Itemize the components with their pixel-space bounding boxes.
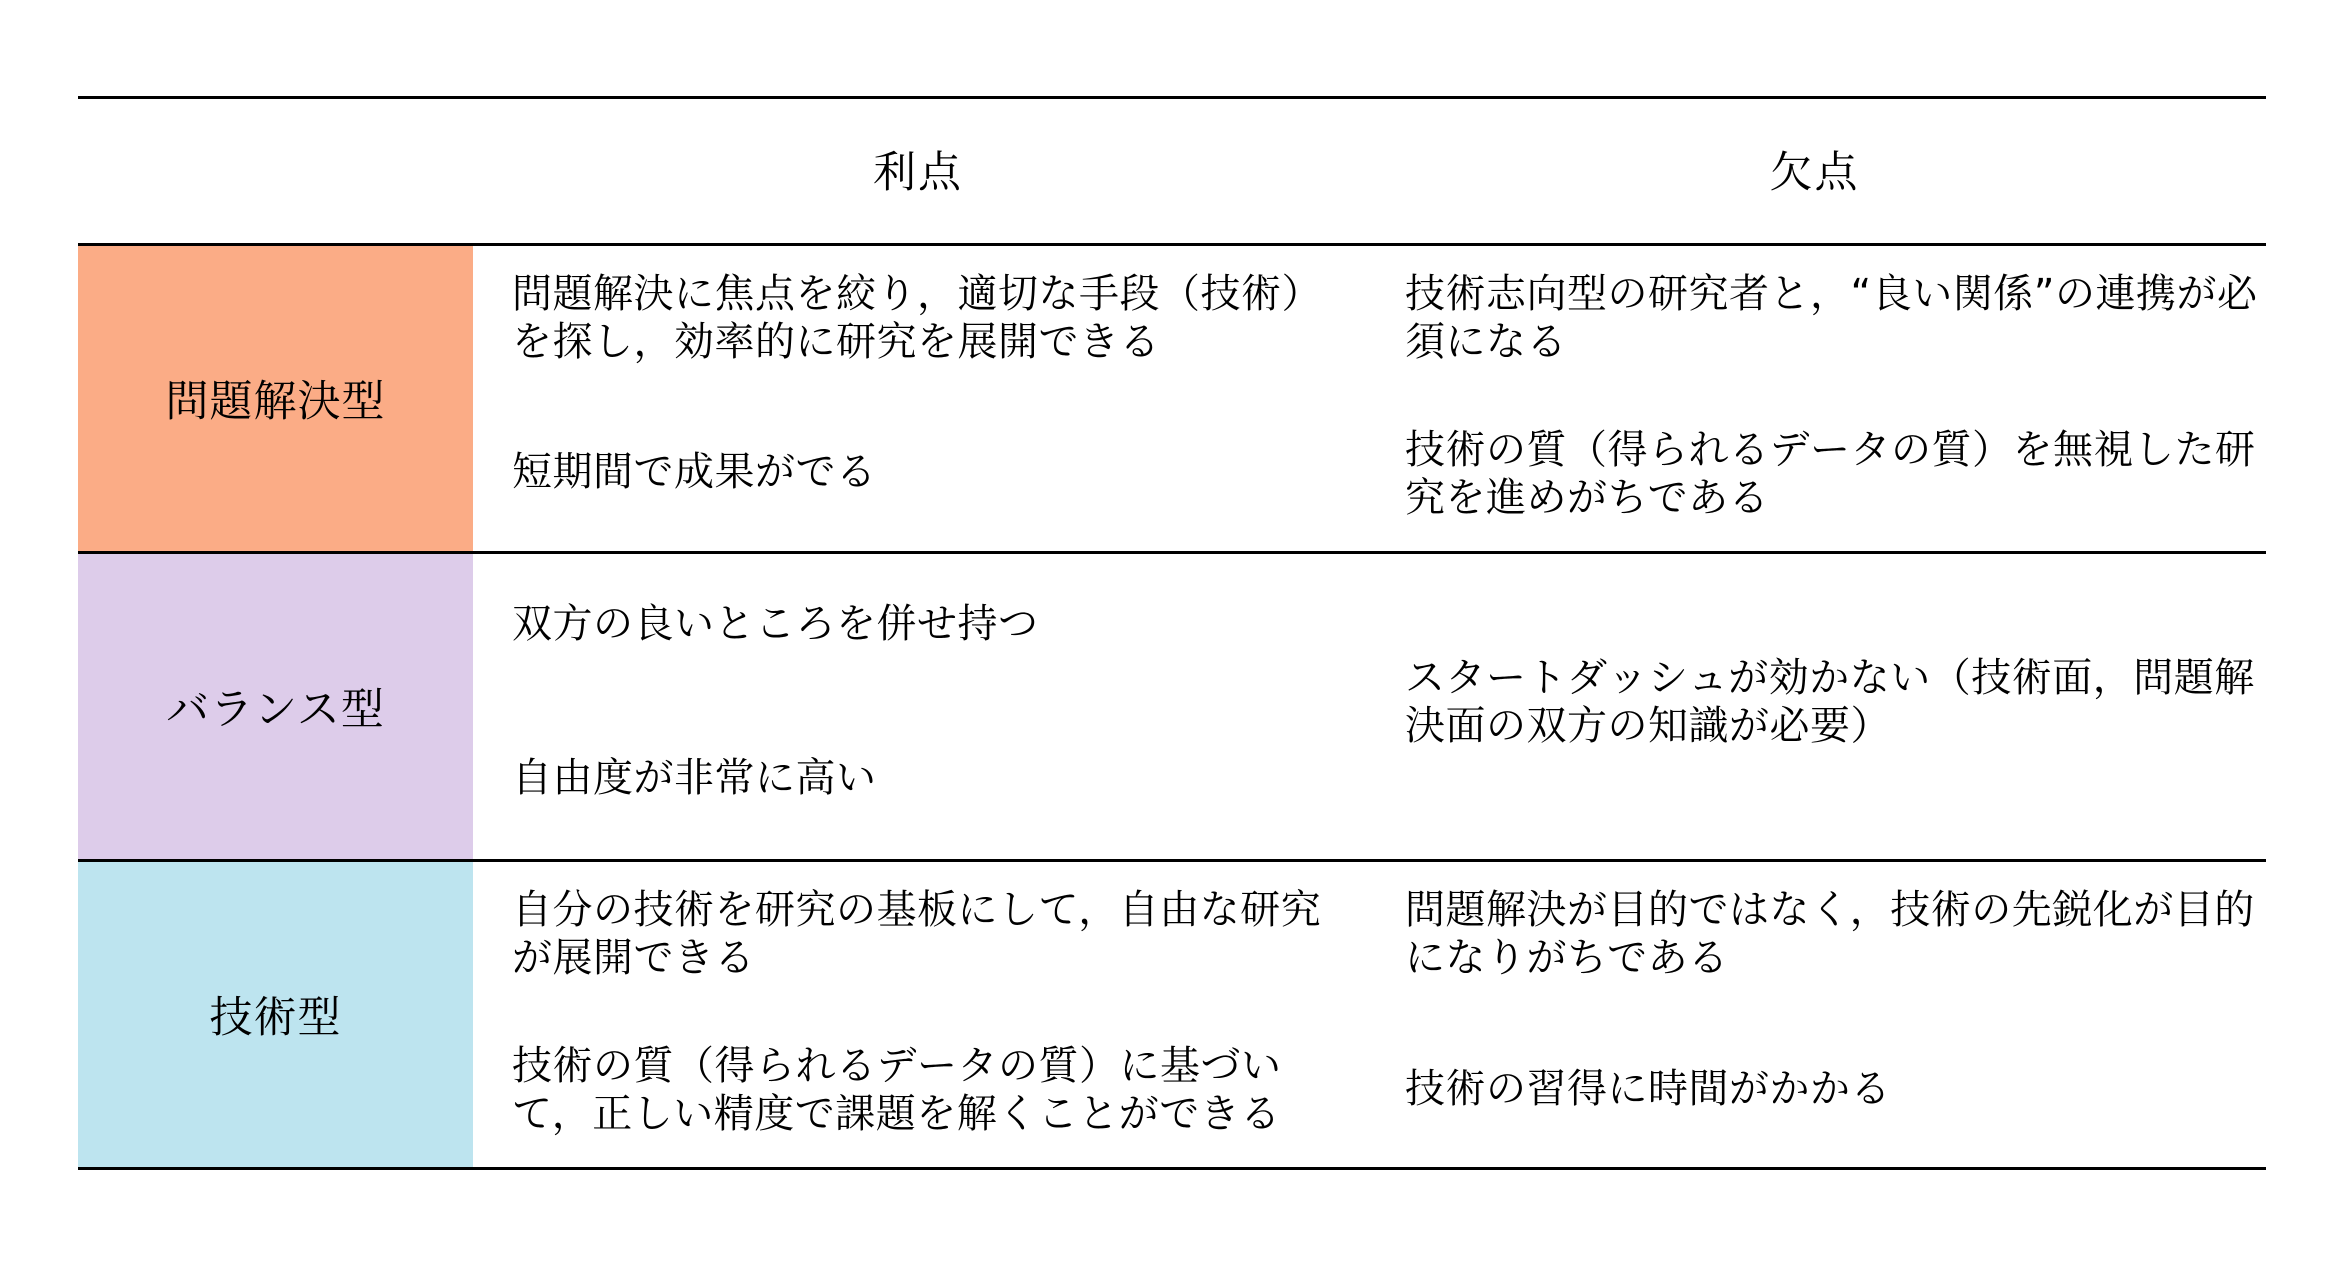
merit-item: 双方の良いところを併せ持つ bbox=[512, 601, 1039, 647]
row-label-problem-solving: 問題解決型 bbox=[78, 246, 473, 551]
table-bottom-rule bbox=[78, 1167, 2266, 1170]
table-row-technology bbox=[78, 862, 2266, 1167]
merit-item: 技術の質（得られるデータの質）に基づいて，正しい精度で課題を解くことができる bbox=[512, 1043, 1282, 1137]
demerit-item: 技術志向型の研究者と，“良い関係”の連携が必須になる bbox=[1405, 271, 2258, 365]
header-demerit: 欠点 bbox=[1769, 148, 1860, 198]
demerit-item: スタートダッシュが効かない（技術面，問題解決面の双方の知識が必要） bbox=[1405, 655, 2255, 749]
demerit-item: 技術の習得に時間がかかる bbox=[1405, 1066, 1891, 1112]
header-merit: 利点 bbox=[873, 148, 963, 198]
row-label-balance: バランス型 bbox=[78, 554, 473, 859]
merit-item: 自分の技術を研究の基板にして，自由な研究が展開できる bbox=[512, 887, 1322, 981]
demerit-item: 問題解決が目的ではなく，技術の先鋭化が目的になりがちである bbox=[1405, 887, 2255, 981]
demerit-item: 技術の質（得られるデータの質）を無視した研究を進めがちである bbox=[1405, 427, 2256, 521]
merit-item: 問題解決に焦点を絞り，適切な手段（技術）を探し，効率的に研究を展開できる bbox=[512, 271, 1322, 365]
merit-item: 短期間で成果がでる bbox=[512, 449, 877, 495]
comparison-table bbox=[78, 96, 2266, 1170]
row-label-technology: 技術型 bbox=[78, 862, 473, 1167]
table-row-problem-solving bbox=[78, 246, 2266, 551]
table-row-balance bbox=[78, 554, 2266, 859]
merit-item: 自由度が非常に高い bbox=[512, 755, 877, 801]
